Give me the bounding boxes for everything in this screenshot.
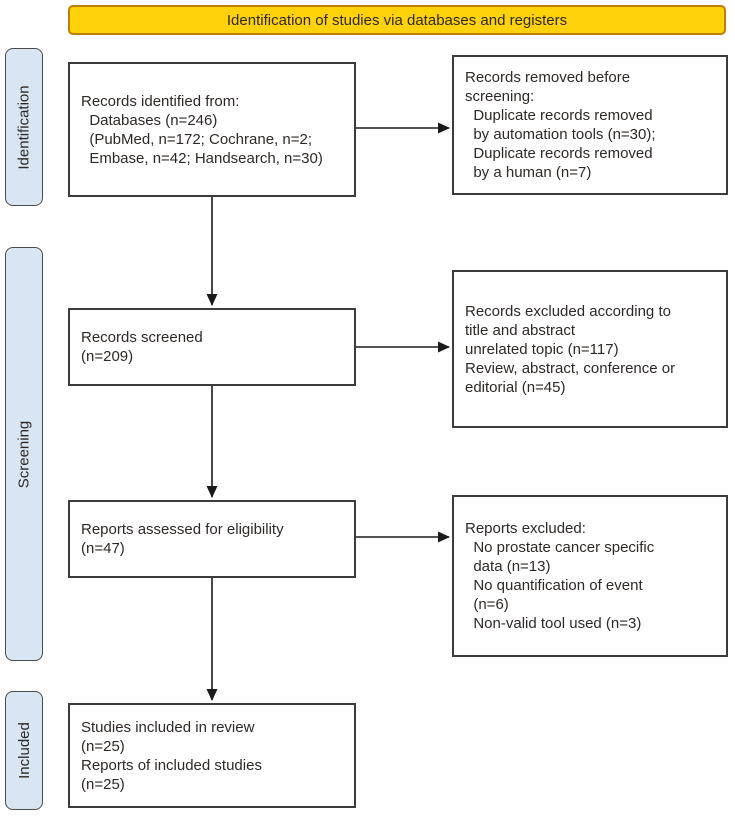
text-line: (n=47) xyxy=(81,540,125,557)
stage-label-screening xyxy=(5,247,43,661)
stage-identification-text: Identification xyxy=(15,84,33,170)
text-line: by a human (n=7) xyxy=(465,164,592,181)
banner xyxy=(68,5,726,35)
text-line: Review, abstract, conference or xyxy=(465,359,676,377)
box-records-screened xyxy=(68,308,356,386)
text-line: title and abstract xyxy=(465,321,576,339)
text-line: Reports of included studies xyxy=(81,756,262,774)
text-line: by automation tools (n=30); xyxy=(465,126,656,143)
text-line: Reports excluded: xyxy=(465,520,586,537)
text-line: (n=25) xyxy=(81,775,125,793)
stage-label-identification xyxy=(5,48,43,206)
text-line: Duplicate records removed xyxy=(465,107,653,124)
text-line: Records screened xyxy=(81,329,203,346)
text-line: Databases (n=246) xyxy=(81,111,218,129)
text-line: Studies included in review xyxy=(81,718,255,736)
box-records-identified xyxy=(68,62,356,197)
text-line: Reports assessed for eligibility xyxy=(81,521,284,538)
text-line: (n=6) xyxy=(465,596,509,613)
box-studies-included xyxy=(68,703,356,808)
stage-label-included xyxy=(5,691,43,810)
banner-title: Identification of studies via databases and registers xyxy=(226,11,568,29)
text-line: Duplicate records removed xyxy=(465,145,653,162)
text-line: No prostate cancer specific xyxy=(465,539,655,556)
text-line: Non-valid tool used (n=3) xyxy=(465,615,642,632)
text-line: screening: xyxy=(465,88,535,105)
text-line: Records removed before xyxy=(465,69,631,86)
text-line: Embase, n=42; Handsearch, n=30) xyxy=(81,149,323,167)
box-reports-excluded xyxy=(452,495,728,657)
stage-screening-text: Screening xyxy=(15,420,33,488)
box-records-excluded xyxy=(452,270,728,428)
stage-included-text: Included xyxy=(15,722,33,779)
text-line: (n=209) xyxy=(81,348,134,365)
box-reports-assessed xyxy=(68,500,356,578)
text-line: data (n=13) xyxy=(465,558,551,575)
box-records-removed xyxy=(452,55,728,195)
text-line: (PubMed, n=172; Cochrane, n=2; xyxy=(81,130,312,148)
text-line: (n=25) xyxy=(81,737,125,755)
text-line: Records excluded according to xyxy=(465,302,671,320)
text-line: No quantification of event xyxy=(465,577,643,594)
text-line: Records identified from: xyxy=(81,92,240,110)
text-line: unrelated topic (n=117) xyxy=(465,340,619,358)
text-line: editorial (n=45) xyxy=(465,378,566,396)
